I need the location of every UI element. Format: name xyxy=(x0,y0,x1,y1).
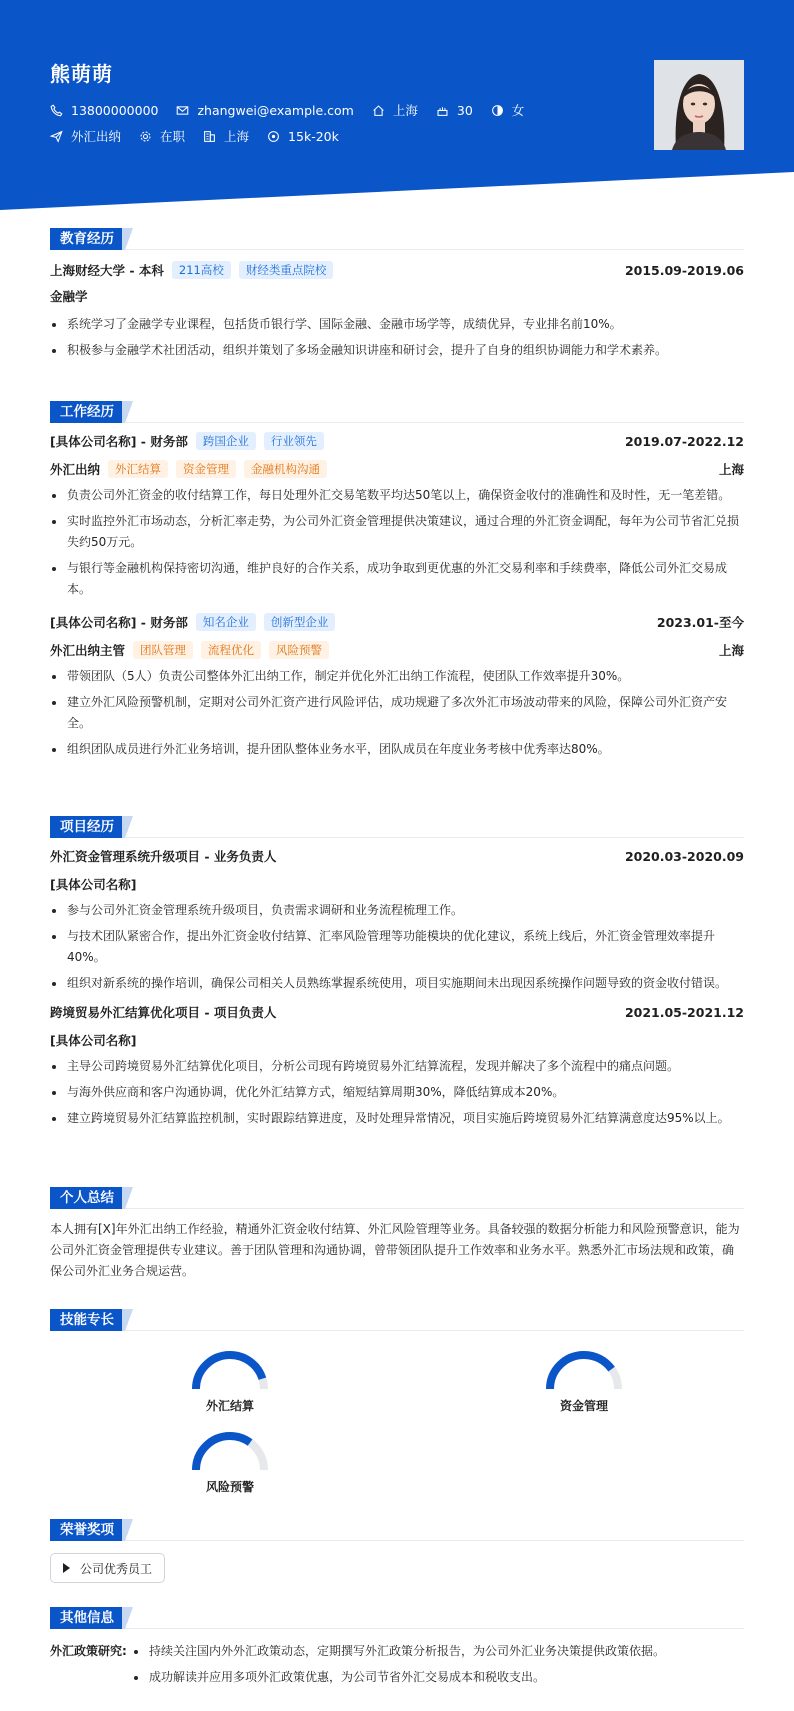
skill-gauge xyxy=(542,1349,626,1393)
school-tag: 财经类重点院校 xyxy=(239,261,334,279)
title-decoration xyxy=(122,228,136,250)
project-date: 2021.05-2021.12 xyxy=(624,1004,744,1020)
list-item: 与技术团队紧密合作，提出外汇资金收付结算、汇率风险管理等功能模块的优化建议，系统上线后，外汇资金管理效率提升40%。 xyxy=(50,926,744,968)
honors-title: 荣誉奖项 xyxy=(50,1519,124,1541)
projects-section xyxy=(50,816,744,1134)
project-date: 2020.03-2020.09 xyxy=(624,848,744,864)
education-header xyxy=(50,228,744,250)
company-name: [具体公司名称] - 财务部 xyxy=(50,434,188,449)
project-bullets xyxy=(50,900,744,994)
job-date: 2023.01-至今 xyxy=(656,615,744,630)
job-role-row xyxy=(50,457,744,481)
project-company: [具体公司名称] xyxy=(50,1033,137,1048)
target-job-text: 外汇出纳 xyxy=(71,129,122,144)
list-item: 积极参与金融学术社团活动，组织并策划了多场金融知识讲座和研讨会，提升了自身的组织协调能力和学术素养。 xyxy=(50,340,744,361)
job-role-row xyxy=(50,638,744,662)
summary-section xyxy=(50,1187,744,1282)
company-name: [具体公司名称] - 财务部 xyxy=(50,615,188,630)
other-bullets xyxy=(132,1641,744,1693)
summary-text: 本人拥有[X]年外汇出纳工作经验，精通外汇资金收付结算、外汇风险管理等业务。具备较强的数据分析能力和风险预警意识，能为公司外汇资金管理提供专业建议。善于团队管理和沟通协调，曾带领团队提升工作效率和业务水平。熟悉外汇市场法规和政策，确保公司外汇业务合规运营。 xyxy=(50,1222,740,1278)
gender-icon xyxy=(491,104,504,117)
education-bullets xyxy=(50,314,744,361)
company-tag: 行业领先 xyxy=(264,432,324,450)
gender-info xyxy=(491,101,525,119)
city-text: 上海 xyxy=(392,103,418,118)
work-section xyxy=(50,401,744,765)
job-role: 外汇出纳主管 xyxy=(50,643,126,658)
job-intent-row xyxy=(50,127,357,145)
list-item: 负责公司外汇资金的收付结算工作，每日处理外汇交易笔数平均达50笔以上，确保资金收付的准确性和及时性，无一笔差错。 xyxy=(50,485,744,506)
email-text: zhangwei@example.com xyxy=(197,102,354,118)
age-text: 30 xyxy=(456,102,473,118)
honors-list xyxy=(50,1553,744,1583)
skills-title: 技能专长 xyxy=(50,1309,124,1331)
work-header xyxy=(50,401,744,423)
phone-info xyxy=(50,103,158,118)
list-item: 带领团队（5人）负责公司整体外汇出纳工作，制定并优化外汇出纳工作流程，使团队工作效率提升30%。 xyxy=(50,666,744,687)
title-decoration xyxy=(122,1519,136,1541)
honors-header xyxy=(50,1519,744,1541)
email-info xyxy=(176,103,353,118)
building-icon xyxy=(203,130,216,143)
avatar-image xyxy=(654,60,744,150)
role-tag: 金融机构沟通 xyxy=(244,460,327,478)
list-item: 建立外汇风险预警机制，定期对公司外汇资产进行风险评估，成功规避了多次外汇市场波动带来的风险，保障公司外汇资产安全。 xyxy=(50,692,744,734)
projects-header xyxy=(50,816,744,838)
home-icon xyxy=(372,104,385,117)
job-company-row xyxy=(50,610,744,634)
salary-text: 15k-20k xyxy=(288,128,339,144)
skill-label: 外汇结算 xyxy=(205,1399,254,1413)
title-decoration xyxy=(122,1607,136,1629)
job-location: 上海 xyxy=(718,462,744,477)
list-item: 系统学习了金融学专业课程，包括货币银行学、国际金融、金融市场学等，成绩优异，专业排名前10%。 xyxy=(50,314,744,335)
list-item: 建立跨境贸易外汇结算监控机制，实时跟踪结算进度，及时处理异常情况，项目实施后跨境贸易外汇结算满意度达95%以上。 xyxy=(50,1108,744,1129)
skill-gauge xyxy=(188,1430,272,1474)
title-decoration xyxy=(122,1187,136,1209)
project-row xyxy=(50,844,744,868)
skill-label: 资金管理 xyxy=(559,1399,608,1413)
title-decoration xyxy=(122,816,136,838)
list-item: 与银行等金融机构保持密切沟通，维护良好的合作关系，成功争取到更优惠的外汇交易利率和手续费率，降低公司外汇交易成本。 xyxy=(50,558,744,600)
job-date: 2019.07-2022.12 xyxy=(624,433,744,449)
skill-label: 风险预警 xyxy=(205,1480,254,1494)
company-tag: 跨国企业 xyxy=(196,432,256,450)
title-decoration xyxy=(122,401,136,423)
send-icon xyxy=(50,130,63,143)
resume-header xyxy=(0,0,794,210)
project-company: [具体公司名称] xyxy=(50,877,137,892)
skill-item xyxy=(170,1430,290,1495)
other-row xyxy=(50,1641,744,1693)
project-row xyxy=(50,1000,744,1024)
job-role: 外汇出纳 xyxy=(50,462,101,477)
work-title: 工作经历 xyxy=(50,401,124,423)
list-item: 持续关注国内外外汇政策动态，定期撰写外汇政策分析报告，为公司外汇业务决策提供政策依据。 xyxy=(132,1641,744,1662)
company-tag: 知名企业 xyxy=(196,613,256,631)
other-section xyxy=(50,1607,744,1693)
school-name: 上海财经大学 - 本科 xyxy=(50,263,164,278)
project-company-row xyxy=(50,872,744,896)
avatar xyxy=(654,60,744,150)
phone-text: 13800000000 xyxy=(71,102,159,118)
role-tag: 外汇结算 xyxy=(108,460,168,478)
job-bullets xyxy=(50,485,744,600)
skill-item xyxy=(170,1349,290,1414)
role-tag: 资金管理 xyxy=(176,460,236,478)
skill-gauge xyxy=(188,1349,272,1393)
mail-icon xyxy=(176,104,189,117)
target-city-info xyxy=(203,127,249,145)
age-info xyxy=(436,103,473,118)
target-job-info xyxy=(50,127,121,145)
project-company-row xyxy=(50,1028,744,1052)
gear-icon xyxy=(139,130,152,143)
list-item: 与海外供应商和客户沟通协调，优化外汇结算方式，缩短结算周期30%，降低结算成本20%。 xyxy=(50,1082,744,1103)
major-row xyxy=(50,284,744,308)
job-bullets xyxy=(50,666,744,760)
summary-title: 个人总结 xyxy=(50,1187,124,1209)
education-section xyxy=(50,228,744,366)
major-name: 金融学 xyxy=(50,289,88,304)
other-header xyxy=(50,1607,744,1629)
summary-header xyxy=(50,1187,744,1209)
education-date: 2015.09-2019.06 xyxy=(624,262,744,278)
list-item: 组织对新系统的操作培训，确保公司相关人员熟练掌握系统使用，项目实施期间未出现因系统操作问题导致的资金收付错误。 xyxy=(50,973,744,994)
role-tag: 流程优化 xyxy=(201,641,261,659)
other-key: 外汇政策研究: xyxy=(50,1644,127,1658)
project-bullets xyxy=(50,1056,744,1129)
contact-info-row xyxy=(50,101,542,119)
project-name: 跨境贸易外汇结算优化项目 - 项目负责人 xyxy=(50,1005,277,1020)
company-tag: 创新型企业 xyxy=(264,613,336,631)
school-tag: 211高校 xyxy=(172,261,231,279)
play-icon xyxy=(63,1563,70,1573)
title-decoration xyxy=(122,1309,136,1331)
role-tag: 风险预警 xyxy=(269,641,329,659)
list-item: 主导公司跨境贸易外汇结算优化项目，分析公司现有跨境贸易外汇结算流程，发现并解决了多个流程中的痛点问题。 xyxy=(50,1056,744,1077)
money-icon xyxy=(267,130,280,143)
role-tag: 团队管理 xyxy=(133,641,193,659)
award-item xyxy=(50,1553,165,1583)
status-text: 在职 xyxy=(160,129,186,144)
projects-title: 项目经历 xyxy=(50,816,124,838)
skills-section xyxy=(50,1309,744,1499)
skill-item xyxy=(524,1349,644,1414)
education-row xyxy=(50,258,744,282)
cake-icon xyxy=(436,104,449,117)
list-item: 组织团队成员进行外汇业务培训，提升团队整体业务水平，团队成员在年度业务考核中优秀率达80%。 xyxy=(50,739,744,760)
list-item: 实时监控外汇市场动态，分析汇率走势，为公司外汇资金管理提供决策建议，通过合理的外汇资金调配，每年为公司节省汇兑损失约50万元。 xyxy=(50,511,744,553)
list-item: 成功解读并应用多项外汇政策优惠，为公司节省外汇交易成本和税收支出。 xyxy=(132,1667,744,1688)
city-info xyxy=(372,101,418,119)
candidate-name: 熊萌萌 xyxy=(50,62,113,86)
list-item: 参与公司外汇资金管理系统升级项目，负责需求调研和业务流程梳理工作。 xyxy=(50,900,744,921)
education-title: 教育经历 xyxy=(50,228,124,250)
status-info xyxy=(139,127,185,145)
job-location: 上海 xyxy=(718,643,744,658)
phone-icon xyxy=(50,104,63,117)
award-label: 公司优秀员工 xyxy=(80,1561,153,1576)
gender-text: 女 xyxy=(511,103,525,118)
project-name: 外汇资金管理系统升级项目 - 业务负责人 xyxy=(50,849,277,864)
other-title: 其他信息 xyxy=(50,1607,124,1629)
target-city-text: 上海 xyxy=(224,129,250,144)
skills-header xyxy=(50,1309,744,1331)
honors-section xyxy=(50,1519,744,1583)
salary-info xyxy=(267,129,339,144)
job-company-row xyxy=(50,429,744,453)
